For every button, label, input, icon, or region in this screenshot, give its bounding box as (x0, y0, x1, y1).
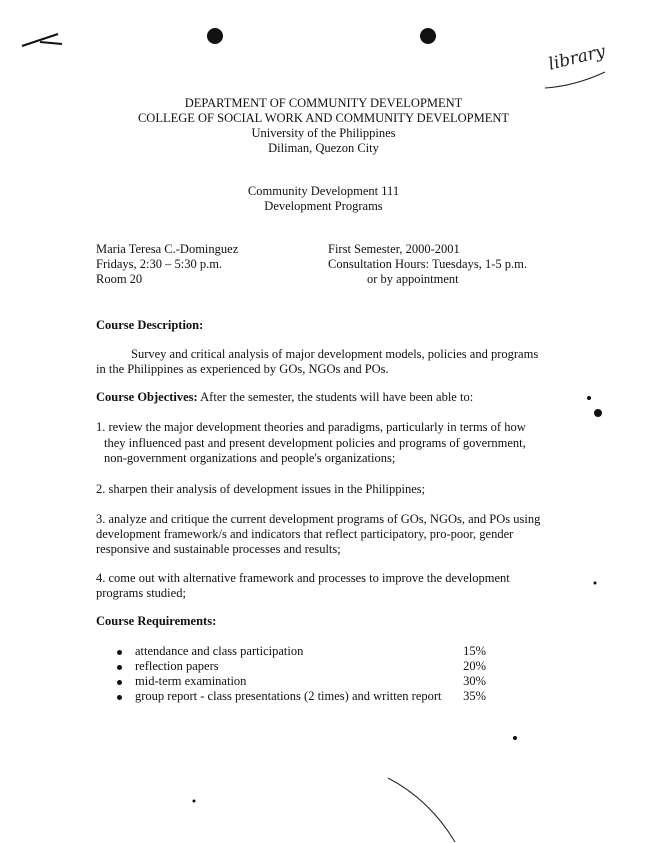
objective-line: development framework/s and indicators that reflect participatory, pro-poor, gender (96, 527, 514, 541)
consultation-hours: Consultation Hours: Tuesdays, 1-5 p.m. (328, 257, 527, 271)
objectives-intro: After the semester, the students will have been able to: (200, 390, 474, 404)
university-name: University of the Philippines (251, 126, 396, 140)
description-line: in the Philippines as experienced by GOs, NGOs and POs. (96, 362, 389, 376)
objective-line: they influenced past and present development policies and programs of government, (104, 436, 526, 450)
objective-number: 3. (96, 512, 106, 526)
ink-dot (193, 800, 196, 803)
department-name: DEPARTMENT OF COMMUNITY DEVELOPMENT (184, 96, 463, 110)
ink-dot (513, 736, 517, 740)
objective-line: responsive and sustainable processes and results; (96, 542, 341, 556)
objective-line: come out with alternative framework and processes to improve the development (108, 571, 510, 585)
requirement-percent: 15% (463, 644, 486, 658)
university-location: Diliman, Quezon City (268, 141, 379, 155)
instructor-name: Maria Teresa C.-Dominguez (96, 242, 239, 256)
objective-item-4 (96, 570, 510, 586)
bullet-icon (117, 650, 122, 655)
pen-stroke (388, 778, 455, 842)
requirement-label: attendance and class participation (135, 644, 304, 658)
ink-dot (587, 396, 591, 400)
course-code: Community Development 111 (247, 184, 400, 198)
ink-dot (594, 582, 597, 585)
college-name: COLLEGE OF SOCIAL WORK AND COMMUNITY DEVELOPMENT (137, 111, 510, 125)
objective-item-1 (96, 419, 526, 435)
objective-line: review the major development theories and paradigms, particularly in terms of how (108, 420, 526, 434)
requirements-heading: Course Requirements: (96, 614, 217, 628)
description-heading: Course Description: (96, 318, 204, 332)
requirement-percent: 30% (463, 674, 486, 688)
objective-number: 1. (96, 420, 106, 434)
objective-line: programs studied; (96, 586, 186, 600)
objective-item-3 (96, 511, 540, 527)
semester: First Semester, 2000-2001 (328, 242, 460, 256)
requirement-percent: 35% (463, 689, 486, 703)
bullet-icon (117, 680, 122, 685)
requirement-label: group report - class presentations (2 times) and written report (135, 689, 442, 703)
objective-number: 2. (96, 482, 106, 496)
requirement-label: reflection papers (135, 659, 219, 673)
class-schedule: Fridays, 2:30 – 5:30 p.m. (96, 257, 223, 271)
objectives-heading: Course Objectives: (96, 390, 198, 404)
objective-item-2 (96, 481, 425, 497)
handwritten-note: library (546, 41, 608, 75)
objective-line: analyze and critique the current development programs of GOs, NGOs, and POs using (108, 512, 541, 526)
description-line: Survey and critical analysis of major development models, policies and programs (131, 347, 539, 361)
requirement-label: mid-term examination (135, 674, 247, 688)
class-room: Room 20 (96, 272, 143, 286)
ink-dot (594, 409, 602, 417)
requirement-percent: 20% (463, 659, 486, 673)
handwritten-underline (545, 72, 605, 88)
objective-line: non-government organizations and people's organizations; (104, 451, 396, 465)
course-title: Development Programs (264, 199, 383, 213)
objectives-header-line (96, 390, 473, 405)
objective-line: sharpen their analysis of development issues in the Philippines; (108, 482, 426, 496)
appointment-note: or by appointment (367, 272, 459, 286)
pen-tick-mark (22, 34, 62, 46)
objective-number: 4. (96, 571, 106, 585)
bullet-icon (117, 695, 122, 700)
bullet-icon (117, 665, 122, 670)
